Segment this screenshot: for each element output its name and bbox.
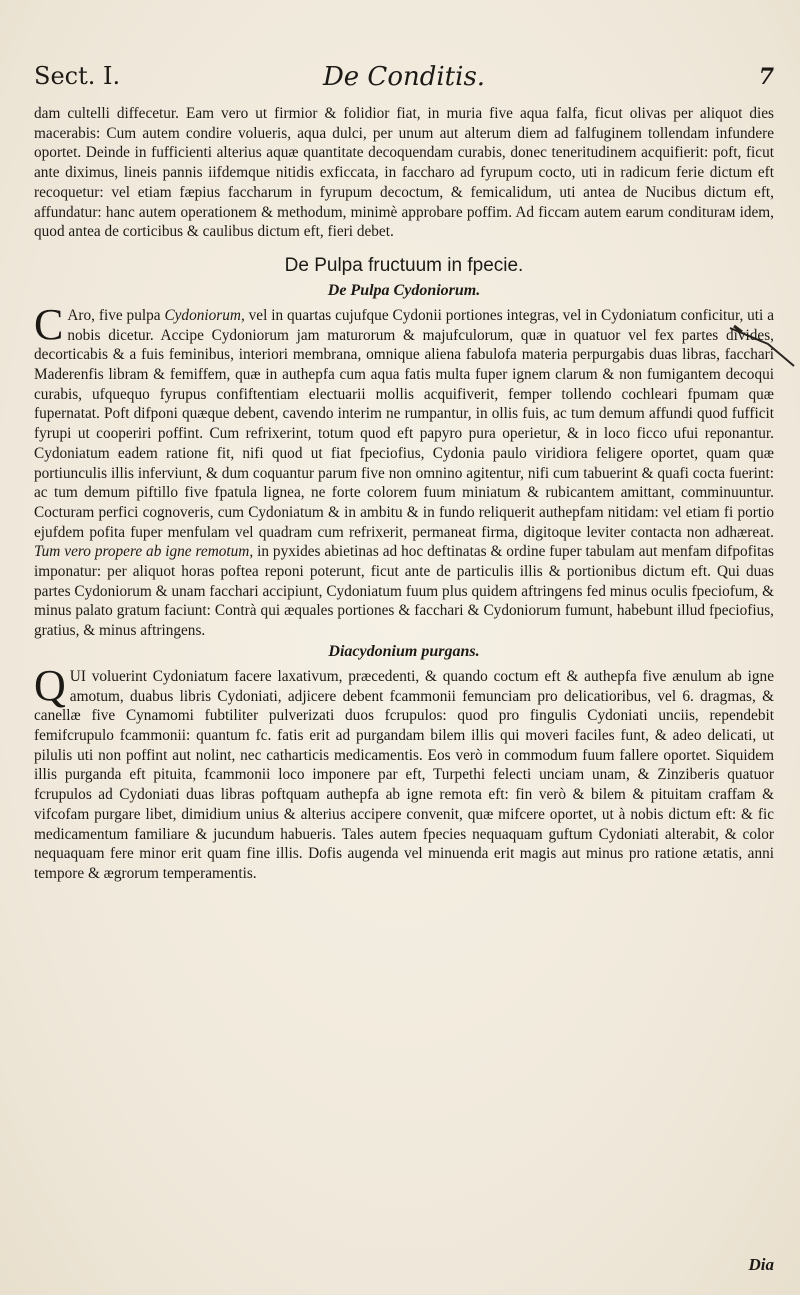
page-number: 7 (758, 64, 774, 90)
running-header (34, 62, 774, 102)
cydoniorum-paragraph (34, 299, 774, 641)
paragraph-body: , vel in quartas cujufque Cydonii portiones integras, vel in Cydoniatum conficitur, uti a nobis dicetur. Accipe Cydoniorum jam maturorum & majufculorum, quæ in quatuor vel fex partes divides, decorticabis & a fuis feminibus, interiori membrana, omnique aliena fabulofa materia perpurgabis duas libras, facchari Maderenfis libram & femiffem, quæ in authepfa cum aqua fatis multa fuper ignem clarum & non fumigantem decoqui curabis, ufquequo fyrupus confiftentiam electuarii mollis acquifiverit, femper tollendo cochleari fpumam quæ fupernatat. Poft difponi quæque debent, cavendo interim ne rumpantur, in ollis fuis, ac tum demum affundi quod fufficit fyrupi ut cooperiri poffint. Cum refrixerint, totum quod eft papyro pura operietur, & in loco ficco ufui reponantur. Cydoniatum eadem ratione fit, nifi quod ut fiat fpeciofius, Cydonia paulo viridiora feligere oportet, quam quæ portiunculis illis inferviunt, & dum coquantur parum five non omnino agitentur, nifi cum tabuerint & quafi cocta fuerint: ac tum demum piftillo five fpatula lignea, ne forte colorem fuum miniatum & rubicantem amittant, comminuuntur. Cocturam perfici cognoveris, cum Cydoniatum & in ambitu & in fundo reliquerit authepfam nitidam: vel etiam fi portio ejufdem pofita fuper menfulam vel quadram cum refrixerit, permaneat firma, digitoque leviter contacta non adhæreat. (34, 306, 774, 541)
italic-term: Cydoniorum (164, 306, 241, 324)
paragraph-end: in pyxides abietinas ad hoc deftinatas & ordine fuper tabulam aut menfam difpofitas imponatur: per aliquot horas poftea reponi poterunt, ficut ante de particulis illis & portionibus dictum eft. Qui duas partes Cydoniorum & unam facchari accipiunt, Cydoniatum fuum plus quidem aftringens fed minus oculis fpeciofum, & minus palato gratum faciunt: Contrà qui æquales portiones & facchari & Cydoniorum fumunt, habebunt illud fpeciofius, gratius, & minus aftringens. (34, 543, 774, 640)
paragraph-start: Aro, five pulpa (67, 306, 165, 324)
diacydonium-paragraph (34, 660, 774, 884)
drop-cap-q: Q (34, 660, 66, 710)
running-title: De Conditis. (322, 62, 486, 92)
subsection-heading-diacydonium: Diacydonium purgans. (328, 642, 480, 660)
main-text-block (34, 104, 774, 884)
intro-paragraph: dam cultelli diffecetur. Eam vero ut firmior & folidior fiat, in muria five aqua falfa, ficut olivas per aliquot dies macerabis: Cum autem condire volueris, aqua dulci, per unum aut alterum diem ad falfuginem tollendam infundere oportet. Deinde in fufficienti alterius aquæ quantitate decoquendam curabis, donec teneritudinem acquifierit: poft, ficut ante diximus, lineis pannis iifdemque nitidis exficcata, in faccharo ad fyrupum cocto, uti in radicum ferie dictum eft recoquetur: vel etiam fæpius faccharum in fyrupum decoctum, & femicalidum, uti antea de Nucibus dictum eft, affundatur: hanc autem operationem & methodum, minimè approbare poffim. Ad ficcam autem earum conditurам idem, quod antea de corticibus & caulibus dictum eft, fieri debet. (34, 105, 774, 241)
italic-phrase: Tum vero propere ab igne remotum, (34, 543, 254, 561)
section-heading: De Pulpa fructuum in fpecie. (284, 254, 524, 276)
section-label: Sect. I. (34, 62, 121, 90)
drop-cap-c: C (34, 299, 64, 349)
paragraph-body: UI voluerint Cydoniatum facere laxativum, præcedenti, & quando coctum eft & authepfa five ænulum ab igne amotum, duabus libris Cydoniati, adjicere debent fcammonii femunciam pro delicatioribus, vel 6. dragmas, & canellæ five Cynamomi fubtiliter pulverizati duos fcrupulos: quod pro fingulis Cydoniati unciis, rependebit femifcrupulo fcammonii: quantum fc. fatis erit ad purgandam bilem illis qui moveri faciles funt, & adeo delicati, ut pilulis uti non poffint aut nolint, nec catharticis medicamentis. Eos verò in commodum fuum fallere oportet. Siquidem illis purganda eft pituita, fcammonii loco imponere par eft, Turpethi felecti unciam unam, & Zinziberis quatuor fcrupulos ad Cydoniati duas libras poftquam authepfa ab igne remota eft: fin verò & bilem & pituitam craffam & vifcofam purgare libet, dimidium unius & alterius accipere convenit, quæ mifcere oportet, ut à nobis dictum eft: & fic medicamentum familiare & jucundum habueris. Tales autem fpecies nequaquam guftum Cydoniati alterabit, & color nequaquam fere minor erit quam fine illis. Dofis augenda vel minuenda erit magis aut minus pro ratione ætatis, anni tempore & ægrorum temperamentis. (34, 667, 774, 882)
subsection-heading-cydoniorum: De Pulpa Cydoniorum. (327, 281, 481, 299)
catchword: Dia (748, 1255, 774, 1274)
